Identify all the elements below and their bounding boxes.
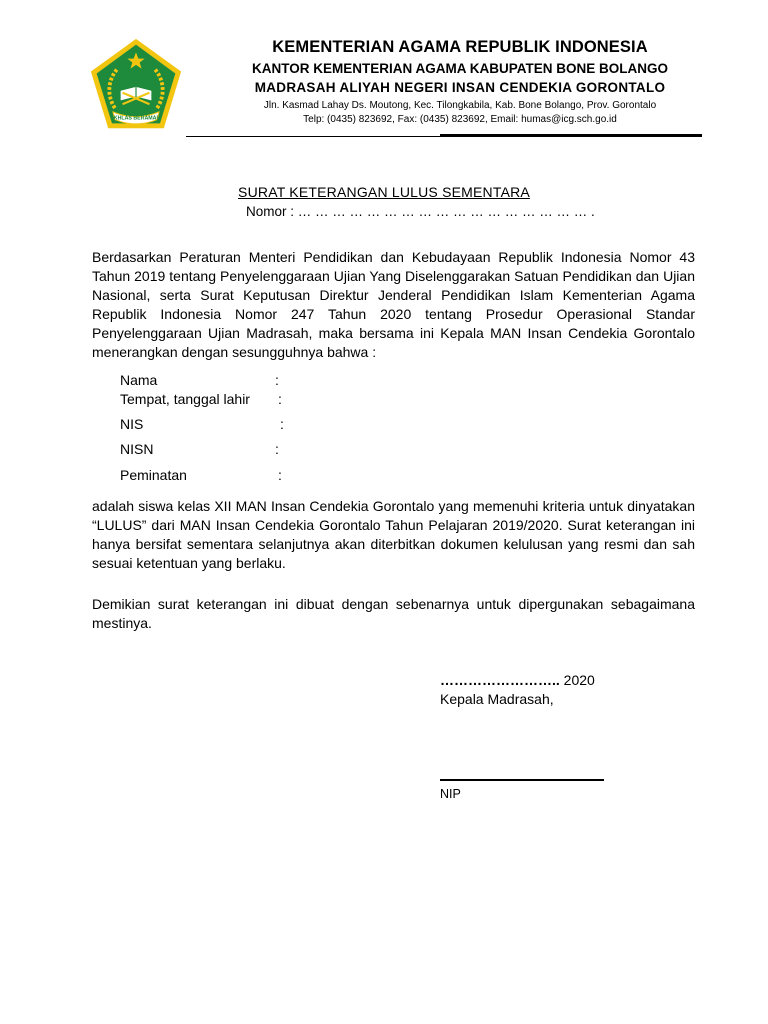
letterhead-divider-thin [186, 136, 702, 137]
closing-paragraph: Demikian surat keterangan ini dibuat dengan sebenarnya untuk dipergunakan sebagaimana mestinya. [92, 596, 695, 631]
field-colon: : [275, 441, 279, 457]
field-colon: : [280, 416, 284, 432]
letterhead [200, 36, 720, 127]
intro-paragraph: Berdasarkan Peraturan Menteri Pendidikan dan Kebudayaan Republik Indonesia Nomor 43 Tahun 2019 tentang Penyelenggaraan Ujian Yang Diselenggarakan Satuan Pendidikan dan Ujian Nasional, serta Surat Keputusan Direktur Jenderal Pendidikan Islam Kementerian Agama Republik Indonesia Nomor 247 Tahun 2020 tentang Prosedur Operasional Standar Penyelenggaraan Ujian Madrasah, maka bersama ini Kepala MAN Insan Cendekia Gorontalo menerangkan dengan sesungguhnya bahwa : [92, 249, 695, 360]
field-colon: : [278, 391, 282, 407]
document-title-wrap [0, 183, 768, 201]
signature-line [440, 779, 604, 781]
emblem-ribbon-text: IKHLAS BERAMAL [112, 115, 160, 122]
document-title: SURAT KETERANGAN LULUS SEMENTARA [238, 184, 530, 200]
signature-date-dots: …………………….. [440, 672, 560, 688]
office-name: KANTOR KEMENTERIAN AGAMA KABUPATEN BONE BOLANGO [252, 61, 668, 76]
field-label: Nama [120, 372, 158, 388]
field-label: NIS [120, 416, 144, 432]
document-number: Nomor : … … … … … … … … … … … … … … … … … . [246, 204, 595, 219]
school-name: MADRASAH ALIYAH NEGERI INSAN CENDEKIA GORONTALO [254, 80, 666, 95]
signature-date-year: 2020 [559, 672, 595, 688]
school-address: Jln. Kasmad Lahay Ds. Moutong, Kec. Tilongkabila, Kab. Bone Bolango, Prov. Gorontalo [263, 100, 657, 111]
result-paragraph: adalah siswa kelas XII MAN Insan Cendekia Gorontalo yang memenuhi kriteria untuk dinyatakan “LULUS” dari MAN Insan Cendekia Gorontalo Tahun Pelajaran 2019/2020. Surat keterangan ini hanya bersifat sementara selanjutnya akan diterbitkan dokumen kelulusan yang resmi dan sah sesuai ketentuan yang berlaku. [92, 498, 695, 571]
kemenag-emblem-icon [88, 37, 184, 133]
signature-role: Kepala Madrasah, [440, 691, 554, 707]
field-colon: : [275, 372, 279, 388]
field-colon: : [278, 467, 282, 483]
signature-date [440, 671, 595, 690]
field-label: Peminatan [120, 467, 187, 483]
signature-nip-label: NIP [440, 787, 461, 801]
field-label: Tempat, tanggal lahir [120, 391, 250, 407]
ministry-name: KEMENTERIAN AGAMA REPUBLIK INDONESIA [272, 38, 648, 56]
field-label: NISN [120, 441, 154, 457]
school-contact: Telp: (0435) 823692, Fax: (0435) 823692, Email: humas@icg.sch.go.id [303, 114, 617, 125]
